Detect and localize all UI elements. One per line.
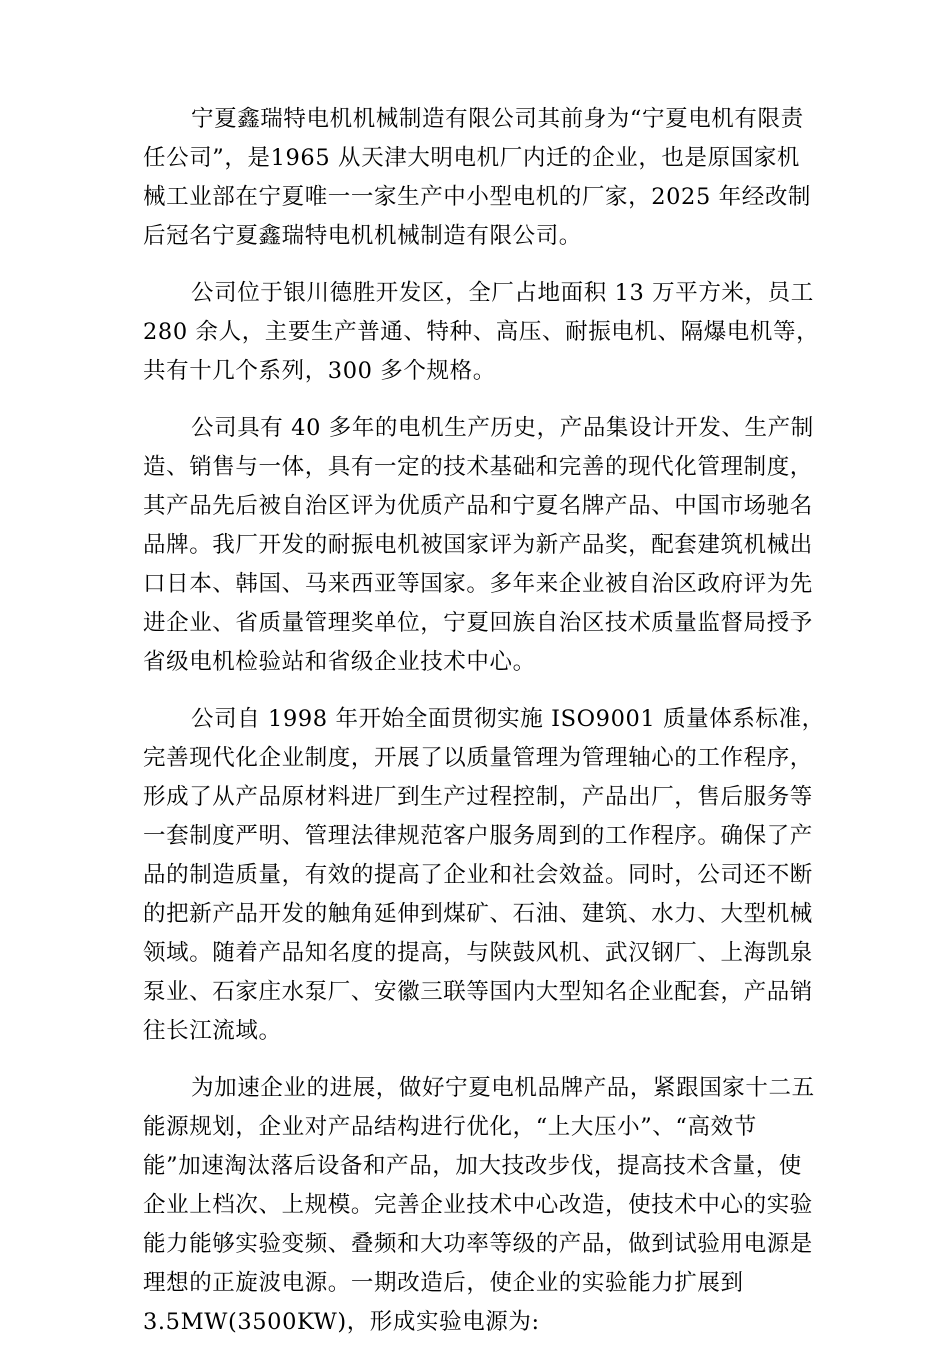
paragraph-line: 品的制造质量，有效的提高了企业和社会效益。同时，公司还不断	[143, 862, 813, 888]
paragraph-quality-system	[143, 700, 888, 1051]
paragraph-line: 后冠名宁夏鑫瑞特电机机械制造有限公司。	[143, 223, 582, 249]
paragraph-company-history	[143, 100, 888, 256]
paragraph-line: 泵业、石家庄水泵厂、安徽三联等国内大型知名企业配套，产品销	[143, 979, 813, 1005]
paragraph-line: 公司具有 40 多年的电机生产历史，产品集设计开发、生产制	[191, 415, 814, 441]
paragraph-line: 其产品先后被自治区评为优质产品和宁夏名牌产品、中国市场驰名	[143, 493, 813, 519]
paragraph-line: 宁夏鑫瑞特电机机械制造有限公司其前身为“宁夏电机有限责	[191, 106, 804, 132]
paragraph-line: 往长江流域。	[143, 1018, 282, 1044]
paragraph-line: 品牌。我厂开发的耐振电机被国家评为新产品奖，配套建筑机械出	[143, 532, 813, 558]
paragraph-line: 为加速企业的进展，做好宁夏电机品牌产品，紧跟国家十二五	[191, 1075, 815, 1101]
paragraph-development-plan	[143, 1069, 888, 1342]
document-page	[143, 100, 888, 1360]
paragraph-line: 任公司”，是1965 从天津大明电机厂内迁的企业，也是原国家机	[143, 145, 801, 171]
paragraph-line: 进企业、省质量管理奖单位，宁夏回族自治区技术质量监督局授予	[143, 610, 813, 636]
paragraph-line: 完善现代化企业制度，开展了以质量管理为管理轴心的工作程序，	[143, 745, 813, 771]
paragraph-line: 3.5MW(3500KW)，形成实验电源为:	[143, 1309, 540, 1335]
paragraph-production-history	[143, 409, 888, 682]
paragraph-line: 省级电机检验站和省级企业技术中心。	[143, 649, 536, 675]
paragraph-line: 公司位于银川德胜开发区，全厂占地面积 13 万平方米，员工	[191, 280, 814, 306]
paragraph-line: 领域。随着产品知名度的提高，与陕鼓风机、武汉钢厂、上海凯泉	[143, 940, 813, 966]
paragraph-line: 的把新产品开发的触角延伸到煤矿、石油、建筑、水力、大型机械	[143, 901, 813, 927]
paragraph-line: 能”加速淘汰落后设备和产品，加大技改步伐，提高技术含量，使	[143, 1153, 802, 1179]
paragraph-line: 械工业部在宁夏唯一一家生产中小型电机的厂家，2025 年经改制	[143, 184, 812, 210]
paragraph-line: 企业上档次、上规模。完善企业技术中心改造，使技术中心的实验	[143, 1192, 813, 1218]
paragraph-line: 形成了从产品原材料进厂到生产过程控制，产品出厂，售后服务等	[143, 784, 813, 810]
paragraph-line: 能源规划，企业对产品结构进行优化，“上大压小”、“高效节	[143, 1114, 757, 1140]
paragraph-line: 理想的正旋波电源。一期改造后，使企业的实验能力扩展到	[143, 1270, 744, 1296]
paragraph-line: 一套制度严明、管理法律规范客户服务周到的工作程序。确保了产	[143, 823, 813, 849]
paragraph-line: 造、销售与一体，具有一定的技术基础和完善的现代化管理制度，	[143, 454, 813, 480]
paragraph-company-location	[143, 274, 888, 391]
paragraph-line: 共有十几个系列，300 多个规格。	[143, 358, 496, 384]
paragraph-line: 280 余人，主要生产普通、特种、高压、耐振电机、隔爆电机等，	[143, 319, 820, 345]
paragraph-line: 口日本、韩国、马来西亚等国家。多年来企业被自治区政府评为先	[143, 571, 813, 597]
paragraph-line: 能力能够实验变频、叠频和大功率等级的产品，做到试验用电源是	[143, 1231, 813, 1257]
paragraph-line: 公司自 1998 年开始全面贯彻实施 ISO9001 质量体系标准，	[191, 706, 825, 732]
